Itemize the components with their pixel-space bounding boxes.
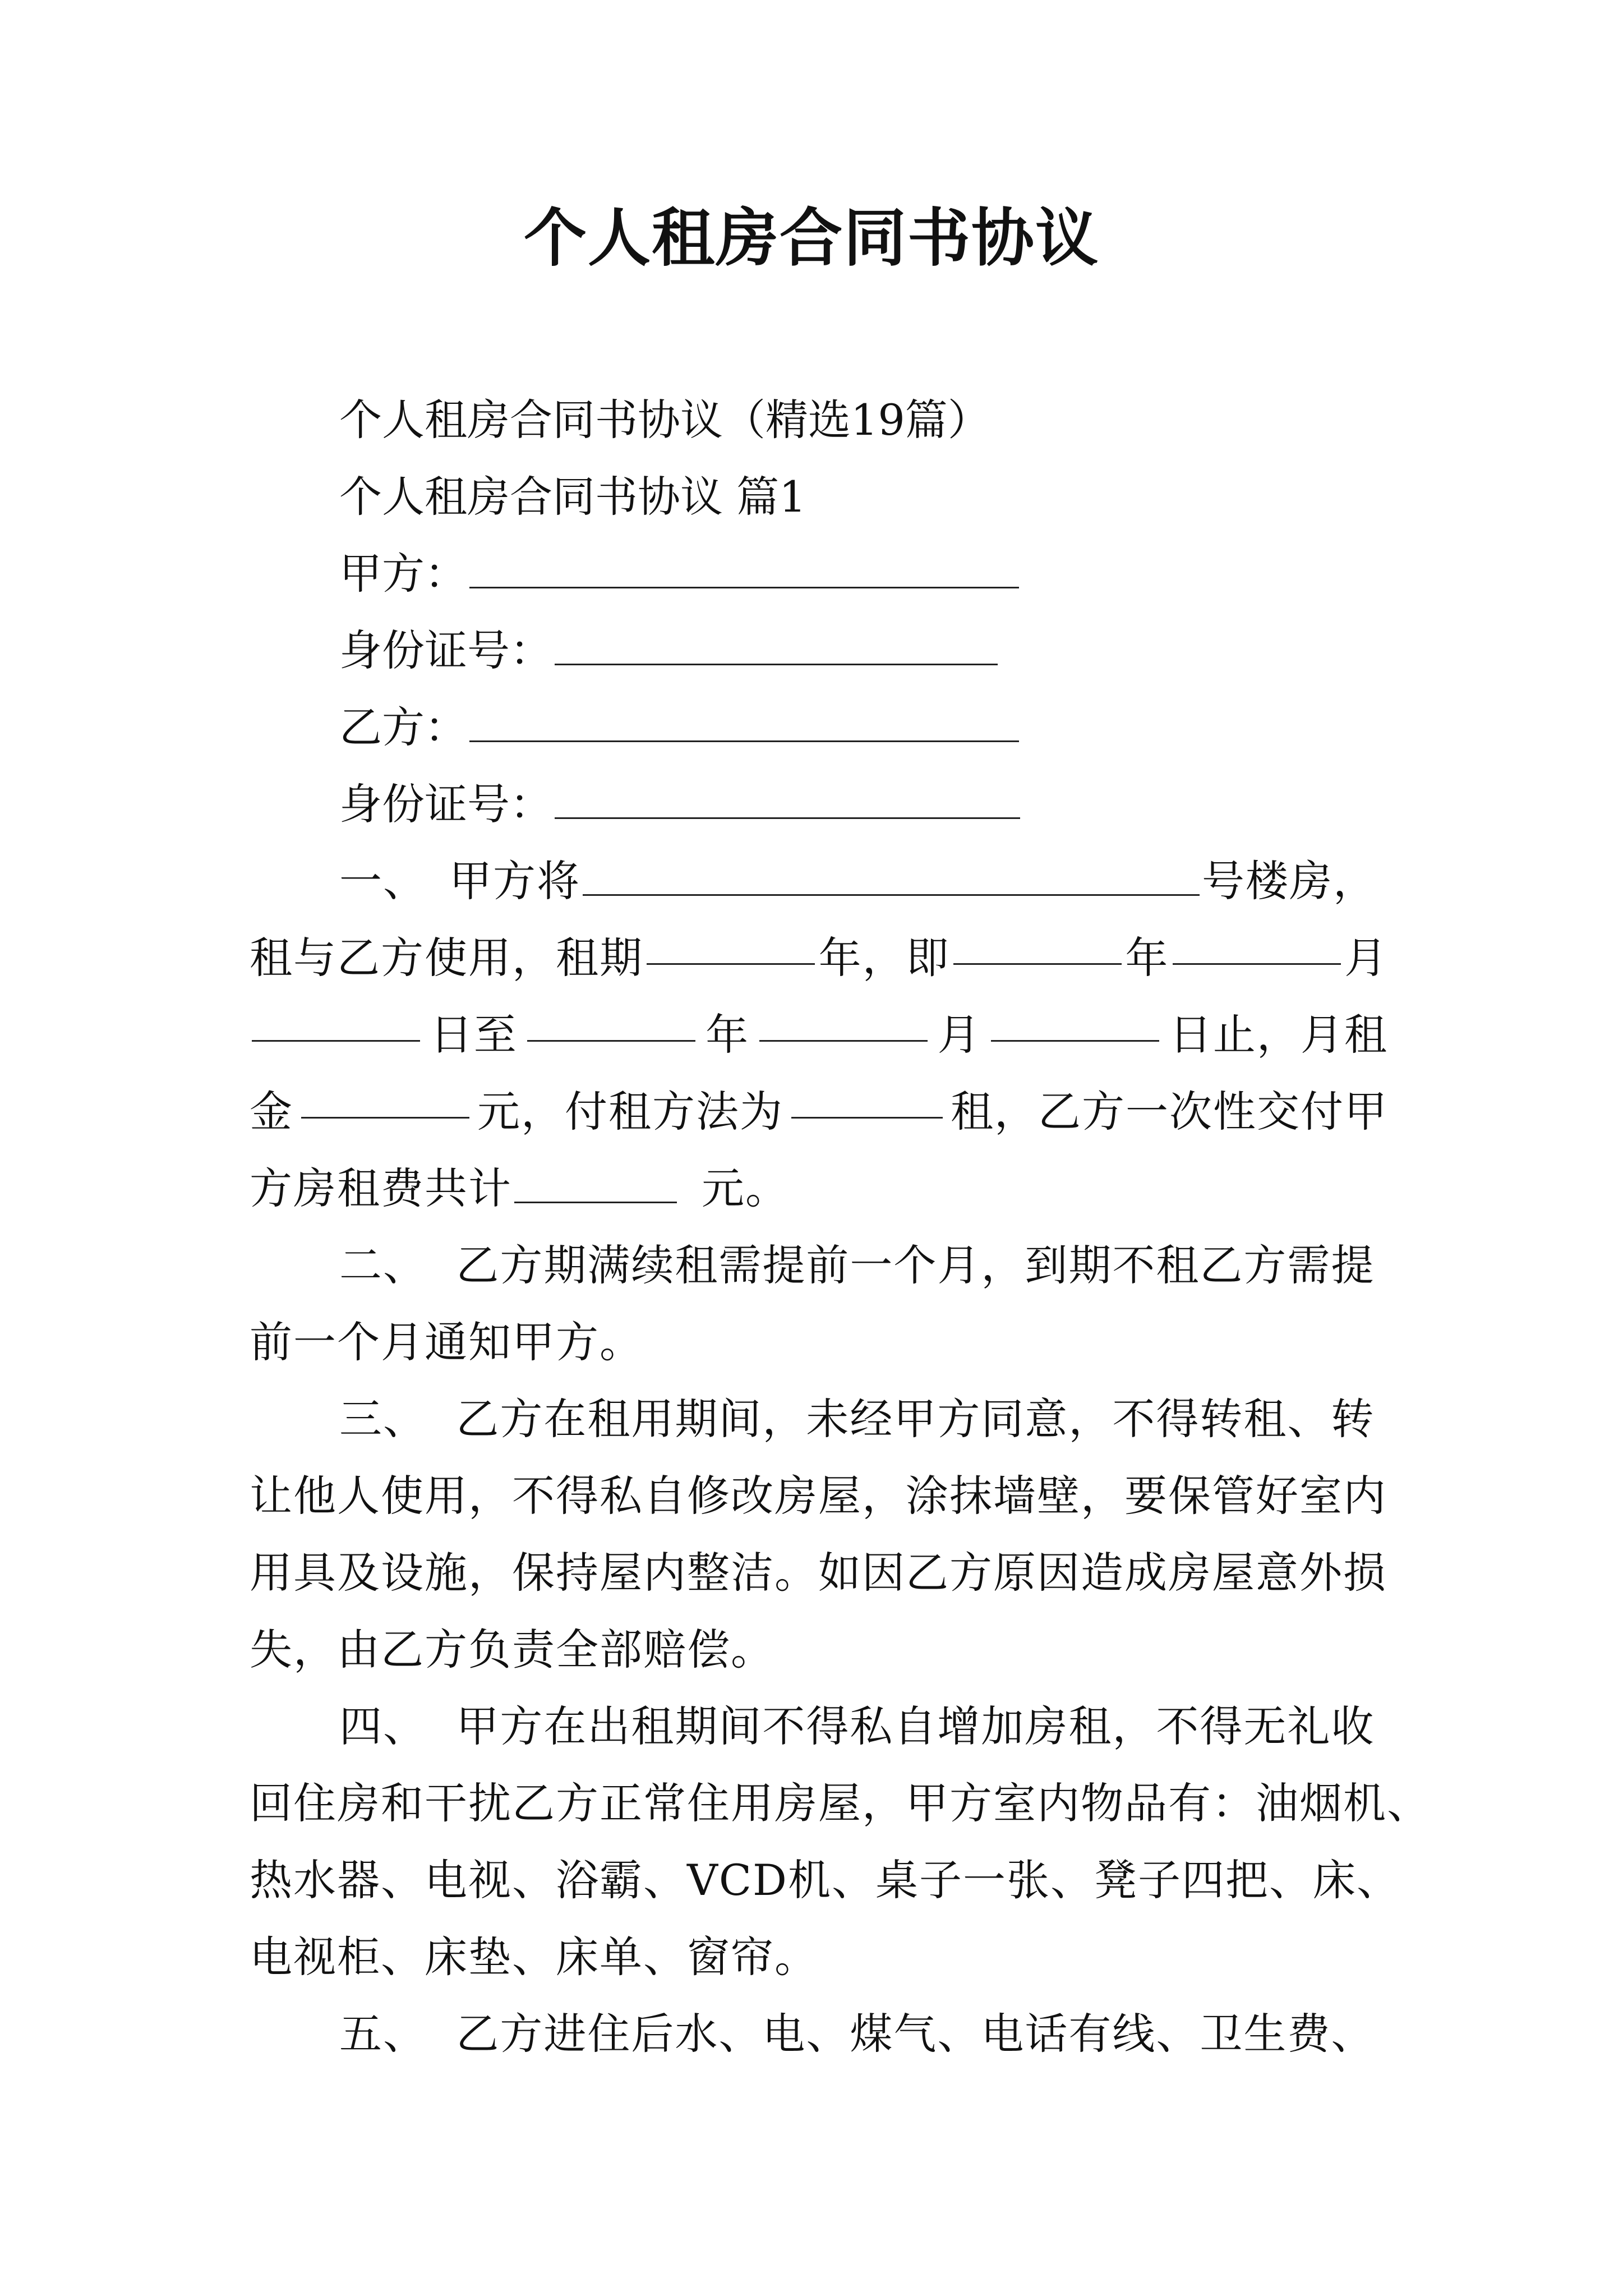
party-a-blank[interactable] [469, 543, 1019, 588]
party-b-row [250, 689, 1388, 766]
clause1-text: 方房租费共计 [250, 1163, 512, 1213]
monthly-rent-blank[interactable] [301, 1073, 469, 1119]
clause4-line3: 热水器、电视、浴霸、VCD机、桌子一张、凳子四把、床、 [250, 1855, 1400, 1905]
clause1-text: 甲方将 [449, 856, 580, 906]
clause4-line1 [250, 1688, 1388, 1765]
document-title: 个人租房合同书协议 [524, 201, 1099, 275]
id-row-1 [250, 612, 1388, 689]
clause1-text: 年，即 [818, 933, 950, 983]
clause1-text: 元，付租方法为 [477, 1087, 783, 1137]
clause4-text: 四、 甲方在出租期间不得私自增加房租，不得无礼收 [339, 1701, 1375, 1751]
clause1-line5 [250, 1150, 1388, 1227]
clause1-text: 月 [1344, 933, 1388, 983]
start-year-blank[interactable] [953, 919, 1122, 965]
clause1-text: 租与乙方使用，租期 [250, 933, 643, 983]
clause1-text: 月 [937, 1010, 981, 1060]
clause1-text: 年 [1125, 933, 1169, 983]
clause5-line1 [250, 1995, 1388, 2072]
clause4-line4: 电视柜、床垫、床单、窗帘。 [250, 1932, 818, 1982]
start-day-blank[interactable] [252, 996, 420, 1042]
clause1-text: 号楼房， [1202, 856, 1377, 906]
clause1-line2 [250, 919, 1388, 996]
term-years-blank[interactable] [647, 919, 815, 965]
id-row-2 [250, 766, 1388, 843]
clause4-line2: 回住房和干扰乙方正常住用房屋，甲方室内物品有：油烟机、 [250, 1778, 1431, 1828]
clause1-text: 年 [706, 1010, 750, 1060]
clause1-text: 租，乙方一次性交付甲 [951, 1087, 1388, 1137]
clause3-line1 [250, 1381, 1388, 1457]
party-a-row [250, 535, 1388, 612]
id-blank-2[interactable] [555, 774, 1020, 819]
clause1-text: 元。 [702, 1163, 789, 1213]
clause2-line2: 前一个月通知甲方。 [250, 1317, 643, 1367]
party-a-label: 甲方： [339, 549, 467, 599]
clause1-text: 日至 [430, 1010, 518, 1060]
id-label-2: 身份证号： [339, 779, 552, 829]
end-month-blank[interactable] [759, 996, 928, 1042]
clause3-text: 三、 乙方在租用期间，未经甲方同意，不得转租、转 [339, 1394, 1375, 1444]
start-month-blank[interactable] [1173, 919, 1341, 965]
clause5-text: 五、 乙方进住后水、电、煤气、电话有线、卫生费、 [339, 2009, 1375, 2059]
clause1-text: 日止，月租 [1169, 1010, 1388, 1060]
clause3-line3: 用具及设施，保持屋内整洁。如因乙方原因造成房屋意外损 [250, 1548, 1387, 1598]
clause1-number: 一、 [339, 856, 427, 906]
clause1-line4 [250, 1073, 1388, 1150]
address-blank[interactable] [583, 850, 1200, 896]
end-year-blank[interactable] [527, 996, 695, 1042]
document-body [250, 381, 1431, 2072]
clause3-line2: 让他人使用，不得私自修改房屋，涂抹墙壁，要保管好室内 [250, 1471, 1387, 1521]
clause2-line1 [250, 1227, 1388, 1304]
id-label-1: 身份证号： [339, 625, 552, 675]
subtitle: 个人租房合同书协议（精选19篇） [339, 395, 990, 445]
clause1-text: 金 [250, 1087, 293, 1137]
clause3-line4: 失，由乙方负责全部赔偿。 [250, 1625, 774, 1674]
clause2-text: 二、 乙方期满续租需提前一个月，到期不租乙方需提 [339, 1240, 1375, 1290]
party-b-label: 乙方： [339, 702, 467, 752]
section-heading: 个人租房合同书协议 篇1 [339, 472, 806, 522]
party-b-blank[interactable] [469, 697, 1019, 742]
end-day-blank[interactable] [991, 996, 1159, 1042]
payment-method-blank[interactable] [791, 1073, 943, 1119]
id-blank-1[interactable] [555, 620, 998, 665]
clause1-line3 [250, 996, 1388, 1073]
clause1-line1 [250, 843, 1388, 919]
total-rent-blank[interactable] [514, 1158, 677, 1203]
